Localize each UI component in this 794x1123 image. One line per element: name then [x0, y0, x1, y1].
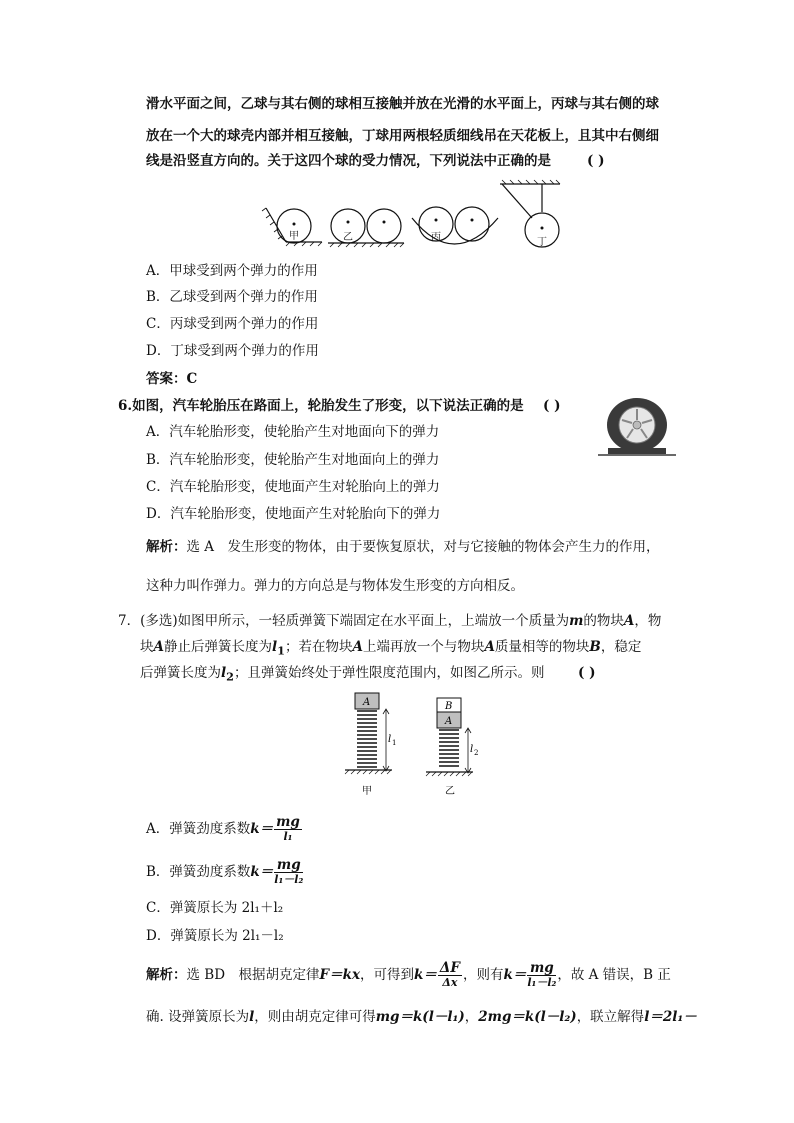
q7-var-a: A — [352, 639, 363, 655]
q7-stem-2d: 上端再放一个与物块 — [362, 639, 485, 655]
q7-sub: 1 — [277, 643, 285, 658]
q7-var-a: A — [153, 639, 164, 655]
block-a-2: A — [445, 716, 453, 727]
q7-stem-2b: 静止后弹簧长度为 — [163, 639, 272, 655]
q7-analysis-2a: 确. 设弹簧原长为 — [146, 1009, 250, 1025]
q7-stem-1b: 的物块 — [583, 613, 624, 629]
label-jia: 甲 — [289, 231, 299, 242]
q7-stem-3b: ；且弹簧始终处于弹性限度范围内，如图乙所示。则 — [233, 665, 545, 681]
frac-num: mg — [527, 961, 556, 976]
caption-yi: 乙 — [445, 786, 455, 797]
q7-option-b-text: B．弹簧劲度系数 — [146, 864, 251, 880]
q6-paren: ( ) — [543, 398, 561, 414]
q7-analysis-2c: ，联立解得 — [576, 1009, 645, 1025]
q7-stem-2a: 块 — [140, 639, 154, 655]
q7-stem-1c: ，物 — [634, 613, 662, 629]
k-eq: k＝ — [414, 967, 437, 983]
block-a-1: A — [363, 697, 371, 708]
q6-analysis-label: 解析： — [146, 539, 187, 555]
q5-option-a: A．甲球受到两个弹力的作用 — [146, 263, 318, 279]
q5-option-d: D．丁球受到两个弹力的作用 — [146, 343, 319, 359]
q5-line1: 滑水平面之间，乙球与其右侧的球相互接触并放在光滑的水平面上，丙球与其右侧的球 — [146, 96, 659, 112]
q7-stem-1a: 7．(多选)如图甲所示，一轻质弹簧下端固定在水平面上，上端放一个质量为 — [118, 613, 570, 629]
q7-paren: ( ) — [578, 665, 596, 681]
q7-var-l: l — [221, 665, 227, 681]
q7-option-c: C．弹簧原长为 2l₁＋l₂ — [146, 900, 284, 916]
equation-1: mg＝k(l－l₁) — [375, 1009, 465, 1025]
var-l: l — [249, 1009, 255, 1025]
q5-line3: 线是沿竖直方向的。关于这四个球的受力情况，下列说法中正确的是 — [146, 153, 551, 169]
q7-var-l: l — [271, 639, 278, 655]
q7-option-d: D．弹簧原长为 2l₁－l₂ — [146, 928, 284, 944]
q7-stem-1 — [118, 612, 661, 630]
q7-stem-3 — [140, 664, 544, 686]
q7-sub: 2 — [226, 669, 234, 684]
len-l2: l — [470, 744, 474, 755]
fraction-delta — [438, 961, 462, 990]
q7-analysis-2b: ，则由胡克定律可得 — [254, 1009, 376, 1025]
q5-answer: 答案：C — [146, 371, 198, 387]
q6-analysis-1 — [146, 538, 660, 556]
q7-stem-3a: 后弹簧长度为 — [140, 665, 221, 681]
q7-analysis-2: 确. 设弹簧原长为l，则由胡克定律可得mg＝k(l－l₁)，2mg＝k(l－l₂)，联立解得l＝2l₁－ — [146, 1009, 697, 1025]
fraction-result — [527, 961, 556, 990]
fraction-a — [274, 815, 302, 844]
q5-option-b: B．乙球受到两个弹力的作用 — [146, 289, 318, 305]
q5-line2: 放在一个大的球壳内部并相互接触，丁球用两根轻质细线吊在天花板上，且其中右侧细 — [146, 128, 659, 144]
q7-var-b: B — [589, 639, 601, 655]
k-eq: k＝ — [503, 967, 527, 983]
equation-3: l＝2l₁－ — [644, 1009, 697, 1025]
frac-num: ΔF — [439, 960, 460, 976]
q6-stem: 6.如图，汽车轮胎压在路面上，轮胎发生了形变，以下说法正确的是 — [118, 398, 524, 414]
q6-option-a: A．汽车轮胎形变，使轮胎产生对地面向下的弹力 — [146, 424, 440, 440]
q7-option-a — [146, 814, 303, 844]
q5-option-c: C．丙球受到两个弹力的作用 — [146, 316, 319, 332]
q6-analysis-2: 这种力叫作弹力。弹力的方向总是与物体发生形变的方向相反。 — [146, 578, 524, 594]
q7-option-b — [146, 857, 304, 887]
equation-2: 2mg＝k(l－l₂) — [478, 1009, 577, 1025]
q7-stem-2 — [140, 638, 641, 660]
q6-option-d: D．汽车轮胎形变，使地面产生对轮胎向下的弹力 — [146, 506, 441, 522]
label-yi: 乙 — [343, 232, 353, 243]
frac-den: l₁－l₂ — [527, 976, 557, 989]
label-ding: 丁 — [537, 237, 547, 248]
q7-stem-2f: ，稳定 — [600, 639, 642, 655]
block-b: B — [445, 701, 453, 712]
len-l2-sub: 2 — [474, 749, 479, 757]
caption-jia: 甲 — [362, 786, 372, 797]
q7-analysis-1d: ，故 A 错误，B 正 — [557, 967, 671, 983]
frac-den: l₁－l₂ — [274, 873, 304, 886]
q7-var-a: A — [623, 613, 635, 629]
frac-num: mg — [274, 858, 303, 873]
fraction-b — [274, 858, 303, 887]
q7-stem-2c: ；若在物块 — [284, 639, 353, 655]
q7-analysis-1 — [146, 958, 671, 992]
q6-analysis-text-1: 选 A 发生形变的物体，由于要恢复原状，对与它接触的物体会产生力的作用， — [186, 539, 660, 555]
q7-analysis-1b: ，可得到 — [360, 967, 415, 983]
q7-var-a: A — [484, 639, 495, 655]
label-bing: 丙 — [431, 232, 441, 243]
hooke-law: F＝kx — [319, 967, 361, 983]
k-eq: k＝ — [250, 864, 274, 880]
q6-option-b: B．汽车轮胎形变，使轮胎产生对地面向上的弹力 — [146, 452, 440, 468]
len-l1: l — [388, 734, 392, 745]
frac-num: mg — [276, 814, 300, 830]
k-eq: k＝ — [250, 821, 274, 837]
q7-stem-2e: 质量相等的物块 — [494, 639, 590, 655]
q7-option-a-text: A．弹簧劲度系数 — [146, 821, 251, 837]
q7-analysis-label: 解析： — [146, 967, 187, 983]
frac-den: l₁ — [283, 830, 293, 843]
q7-var-m: m — [569, 613, 584, 629]
frac-den: Δx — [442, 976, 458, 989]
q7-analysis-1c: ，则有 — [462, 967, 504, 983]
spring-figure — [340, 690, 490, 800]
q7-analysis-1a: 选 BD 根据胡克定律 — [186, 967, 320, 983]
q5-paren: ( ) — [587, 153, 605, 169]
len-l1-sub: 1 — [392, 739, 397, 747]
q6-option-c: C．汽车轮胎形变，使地面产生对轮胎向上的弹力 — [146, 479, 440, 495]
tire-figure — [598, 398, 676, 460]
q5-figure — [262, 178, 582, 248]
